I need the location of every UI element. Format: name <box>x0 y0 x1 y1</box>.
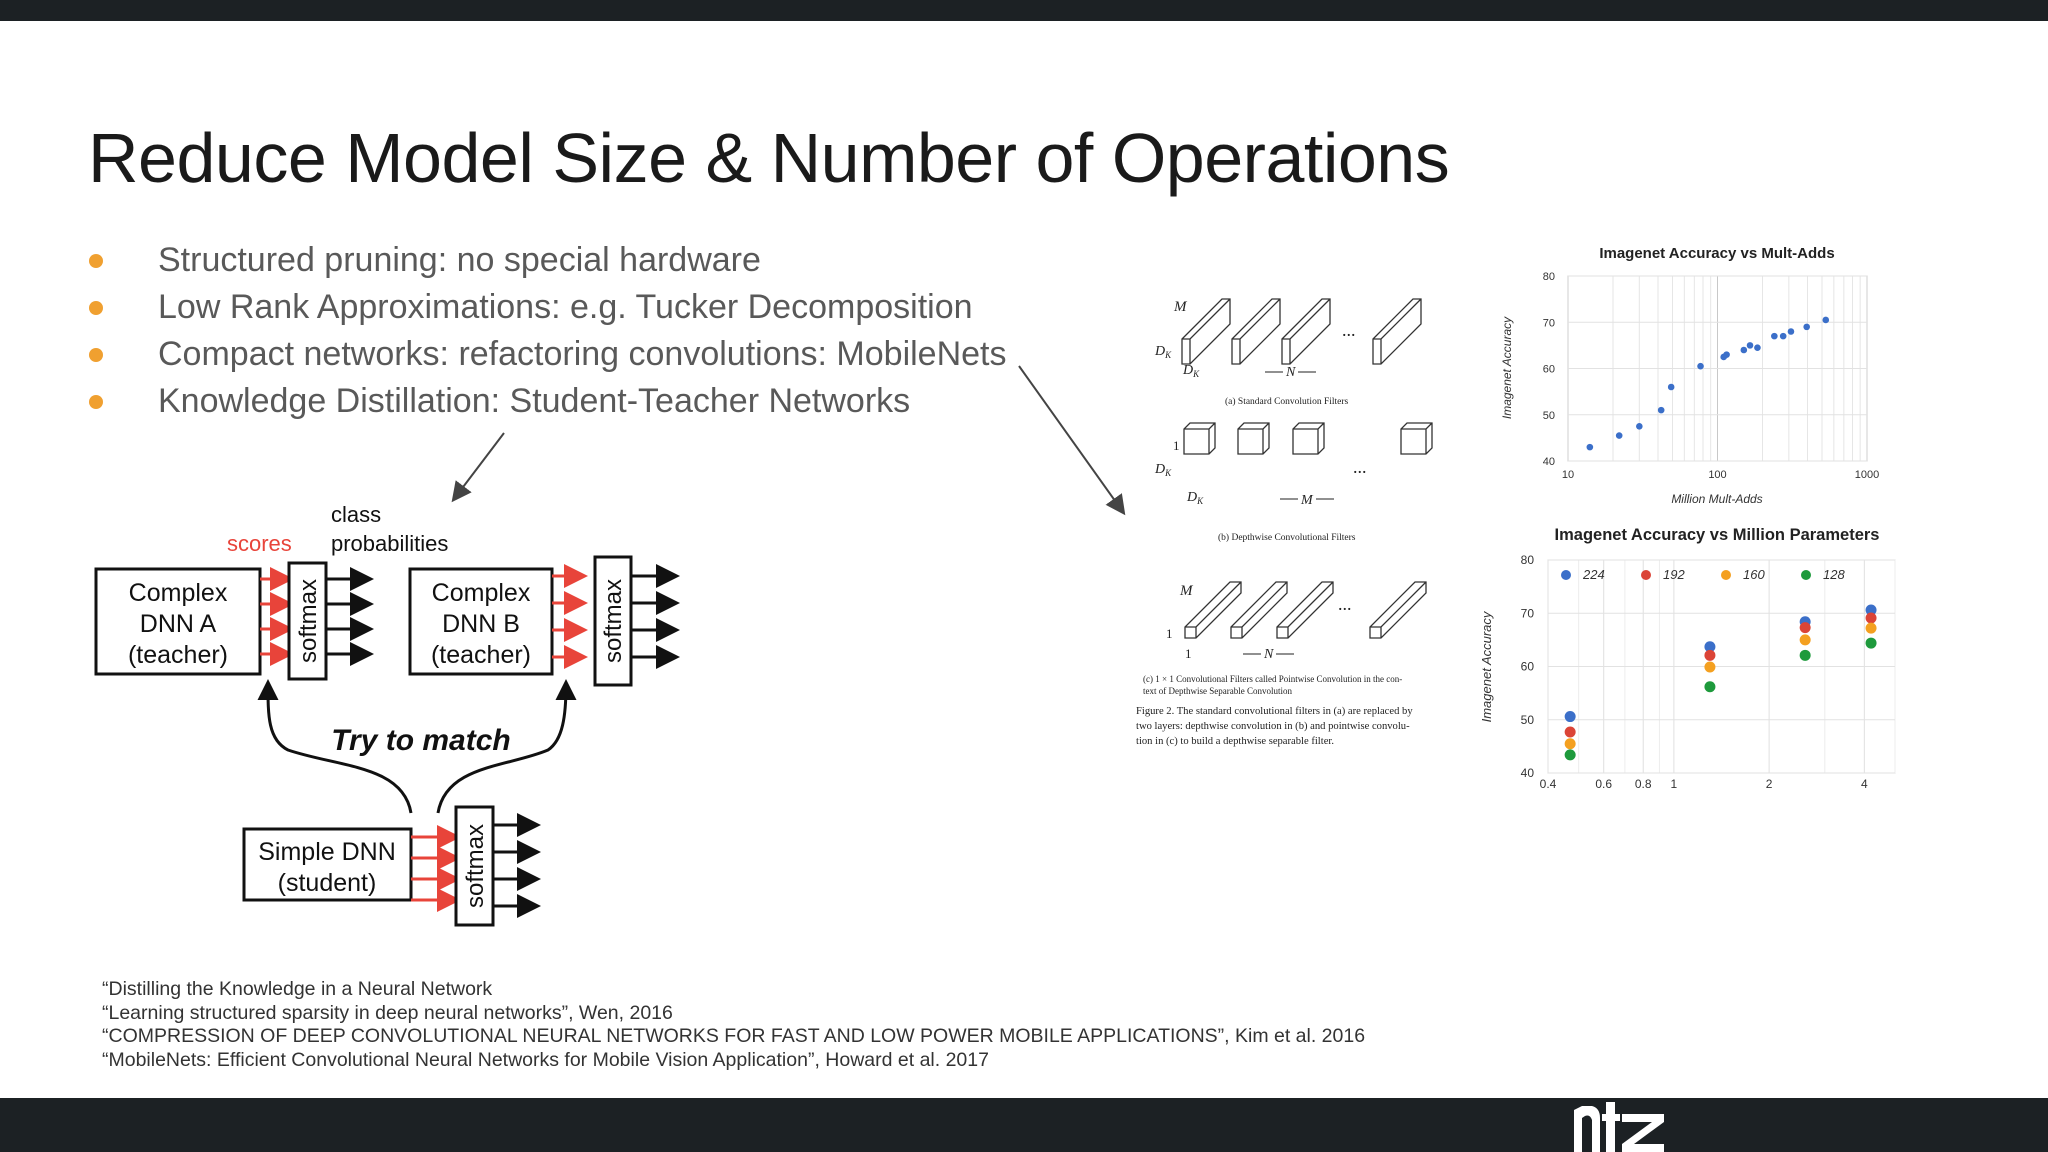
data-point <box>1587 444 1594 451</box>
svg-text:DNN A: DNN A <box>139 610 217 638</box>
data-point <box>1741 347 1748 354</box>
data-point <box>1780 333 1787 340</box>
bullet-text: Compact networks: refactoring convolutions: MobileNets <box>158 335 1007 373</box>
bullet-text: Knowledge Distillation: Student-Teacher Networks <box>158 382 911 420</box>
x-tick-label: 4 <box>1860 777 1868 791</box>
legend-marker <box>1641 570 1651 580</box>
figure-caption-line-3: tion in (c) to build a depthwise separable filter. <box>1136 736 1334 747</box>
data-point <box>1704 681 1715 692</box>
reference-item: “COMPRESSION OF DEEP CONVOLUTIONAL NEURAL NETWORKS FOR FAST AND LOW POWER MOBILE APPLICATIONS”, Kim et al. 2016 <box>102 1025 1366 1047</box>
bullet-text: Structured pruning: no special hardware <box>158 241 761 279</box>
data-point <box>1658 407 1665 414</box>
svg-text:(student): (student) <box>277 869 377 897</box>
y-tick-label: 80 <box>1542 271 1555 283</box>
data-point <box>1616 432 1623 439</box>
std-caption: (a) Standard Convolution Filters <box>1225 397 1349 407</box>
data-point <box>1704 662 1715 673</box>
legend-label: 160 <box>1743 567 1765 582</box>
std-dk-label-left: D <box>1155 344 1166 359</box>
dw-caption: (b) Depthwise Convolutional Filters <box>1218 533 1356 543</box>
data-point <box>1800 622 1811 633</box>
depthwise-conv-filters <box>1184 423 1432 454</box>
std-k-subscript-left: K <box>1165 350 1172 360</box>
chart-title: Imagenet Accuracy vs Mult-Adds <box>1599 245 1835 262</box>
data-point <box>1565 749 1576 760</box>
softmax-student-block <box>456 807 493 925</box>
standard-conv-filters <box>1182 299 1421 364</box>
std-N-label: N <box>1286 365 1296 380</box>
svg-text:(teacher): (teacher) <box>127 641 229 669</box>
x-axis-label: Million Mult-Adds <box>1671 492 1763 506</box>
dw-ellipsis: ... <box>1353 457 1367 477</box>
references <box>102 978 1365 1072</box>
y-tick-label: 70 <box>1520 606 1534 621</box>
bottom-bar <box>0 1098 2048 1152</box>
y-tick-label: 40 <box>1542 456 1555 468</box>
reference-item: “MobileNets: Efficient Convolutional Neural Networks for Mobile Vision Application”, Howard et al. 2017 <box>102 1048 989 1071</box>
distillation-pointer-arrow <box>454 433 504 499</box>
softmax-b-block <box>595 557 631 685</box>
dw-one-label: 1 <box>1173 438 1180 453</box>
company-logo-icon <box>1568 1098 1678 1152</box>
pw-N-label: N <box>1264 647 1274 662</box>
y-tick-label: 40 <box>1520 766 1534 780</box>
x-tick-label: 1 <box>1670 777 1678 791</box>
svg-text:softmax: softmax <box>295 578 322 664</box>
data-point <box>1636 423 1643 430</box>
std-k-subscript-bottom: K <box>1193 369 1200 379</box>
dw-k-subscript-bottom: K <box>1197 496 1204 506</box>
figure-caption-line-2: two layers: depthwise convolution in (b) and pointwise convolu- <box>1136 721 1410 732</box>
data-point <box>1800 650 1811 661</box>
data-point <box>1866 623 1877 634</box>
svg-text:(teacher): (teacher) <box>430 641 532 669</box>
class-label: class <box>331 502 382 527</box>
x-tick-label: 1000 <box>1854 469 1880 481</box>
svg-text:softmax: softmax <box>462 823 489 909</box>
pw-one-label-bottom: 1 <box>1185 646 1192 661</box>
svg-text:DK <box>1154 462 1172 478</box>
y-axis-label: Imagenet Accuracy <box>1479 611 1494 723</box>
pw-caption-line-1: (c) 1 × 1 Convolutional Filters called Pointwise Convolution in the con- <box>1143 674 1403 684</box>
dw-M-label: M <box>1301 493 1313 508</box>
data-point <box>1697 363 1704 370</box>
y-tick-label: 80 <box>1520 553 1534 567</box>
legend-marker <box>1561 570 1571 580</box>
data-point <box>1754 344 1761 351</box>
svg-text:Simple DNN: Simple DNN <box>258 838 396 866</box>
svg-text:Complex: Complex <box>128 579 228 607</box>
teacher-b-block <box>410 569 552 674</box>
softmax-student-output-arrows <box>493 825 535 906</box>
data-point <box>1668 384 1675 391</box>
legend-label: 224 <box>1583 567 1605 582</box>
y-tick-label: 60 <box>1542 363 1555 376</box>
pw-caption-line-2: text of Depthwise Separable Convolution <box>1143 686 1292 696</box>
reference-item: “Distilling the Knowledge in a Neural Network <box>102 978 493 1000</box>
data-point <box>1565 738 1576 749</box>
data-point <box>1803 324 1810 331</box>
dw-dk-label-left: D <box>1155 462 1166 477</box>
data-point <box>1800 634 1811 645</box>
x-tick-label: 2 <box>1765 777 1773 791</box>
y-axis-label: Imagenet Accuracy <box>1500 316 1514 420</box>
legend-marker <box>1801 570 1811 580</box>
data-point <box>1788 328 1795 335</box>
legend-label: 192 <box>1663 567 1685 582</box>
softmax-a-block <box>289 563 326 679</box>
slide-title: Reduce Model Size & Number of Operations <box>88 119 1450 197</box>
data-point <box>1822 317 1829 324</box>
probabilities-label: probabilities <box>331 531 449 556</box>
mobilenet-filter-figure <box>1130 280 1470 760</box>
std-M-label: M <box>1174 299 1187 315</box>
svg-text:DK <box>1182 363 1200 379</box>
distillation-diagram <box>88 495 688 940</box>
legend-marker <box>1721 570 1731 580</box>
svg-text:softmax: softmax <box>600 578 627 664</box>
student-block <box>244 829 411 900</box>
data-point <box>1565 711 1576 722</box>
mobilenet-pointer-arrow <box>1019 366 1123 512</box>
data-point <box>1866 613 1877 624</box>
x-tick-label: 10 <box>1561 469 1575 481</box>
data-point <box>1747 342 1754 349</box>
mult-adds-chart <box>1490 240 1890 520</box>
softmax-b-output-arrows <box>631 576 674 657</box>
teacher-a-scores-arrows <box>260 579 288 654</box>
scores-label: scores <box>227 531 292 556</box>
pw-one-label-left: 1 <box>1166 626 1173 641</box>
student-scores-arrows <box>411 837 455 900</box>
data-point <box>1565 726 1576 737</box>
bullet-text: Low Rank Approximations: e.g. Tucker Decomposition <box>158 288 973 326</box>
x-tick-label: 100 <box>1708 469 1727 481</box>
x-tick-label: 0.8 <box>1634 777 1652 791</box>
std-dk-label-bottom: D <box>1183 363 1194 378</box>
softmax-a-output-arrows <box>326 579 368 654</box>
svg-text:DK <box>1154 344 1172 360</box>
dw-dk-label-bottom: D <box>1187 490 1198 505</box>
y-tick-label: 50 <box>1520 712 1534 727</box>
teacher-a-block <box>96 569 260 674</box>
y-tick-label: 60 <box>1520 659 1534 674</box>
x-tick-label: 0.6 <box>1595 777 1613 791</box>
data-point <box>1704 650 1715 661</box>
try-to-match-label: Try to match <box>331 724 511 757</box>
svg-text:DNN B: DNN B <box>442 610 520 638</box>
figure-caption-line-1: Figure 2. The standard convolutional filters in (a) are replaced by <box>1136 706 1413 717</box>
chart-title: Imagenet Accuracy vs Million Parameters <box>1554 526 1880 544</box>
dw-k-subscript-left: K <box>1165 468 1172 478</box>
legend-label: 128 <box>1823 567 1845 582</box>
svg-text:DK <box>1186 490 1204 506</box>
data-point <box>1723 351 1730 358</box>
data-point <box>1771 333 1778 340</box>
parameters-chart <box>1465 520 1910 800</box>
pw-M-label: M <box>1180 583 1193 599</box>
teacher-b-scores-arrows <box>552 576 582 657</box>
y-tick-label: 50 <box>1542 409 1555 422</box>
pointwise-conv-filters <box>1185 582 1426 638</box>
x-tick-label: 0.4 <box>1539 777 1557 791</box>
y-tick-label: 70 <box>1542 317 1555 330</box>
pw-ellipsis: ... <box>1338 594 1352 614</box>
data-point <box>1866 638 1877 649</box>
std-ellipsis: ... <box>1342 320 1356 340</box>
svg-text:Complex: Complex <box>431 579 531 607</box>
reference-item: “Learning structured sparsity in deep neural networks”, Wen, 2016 <box>102 1001 673 1024</box>
